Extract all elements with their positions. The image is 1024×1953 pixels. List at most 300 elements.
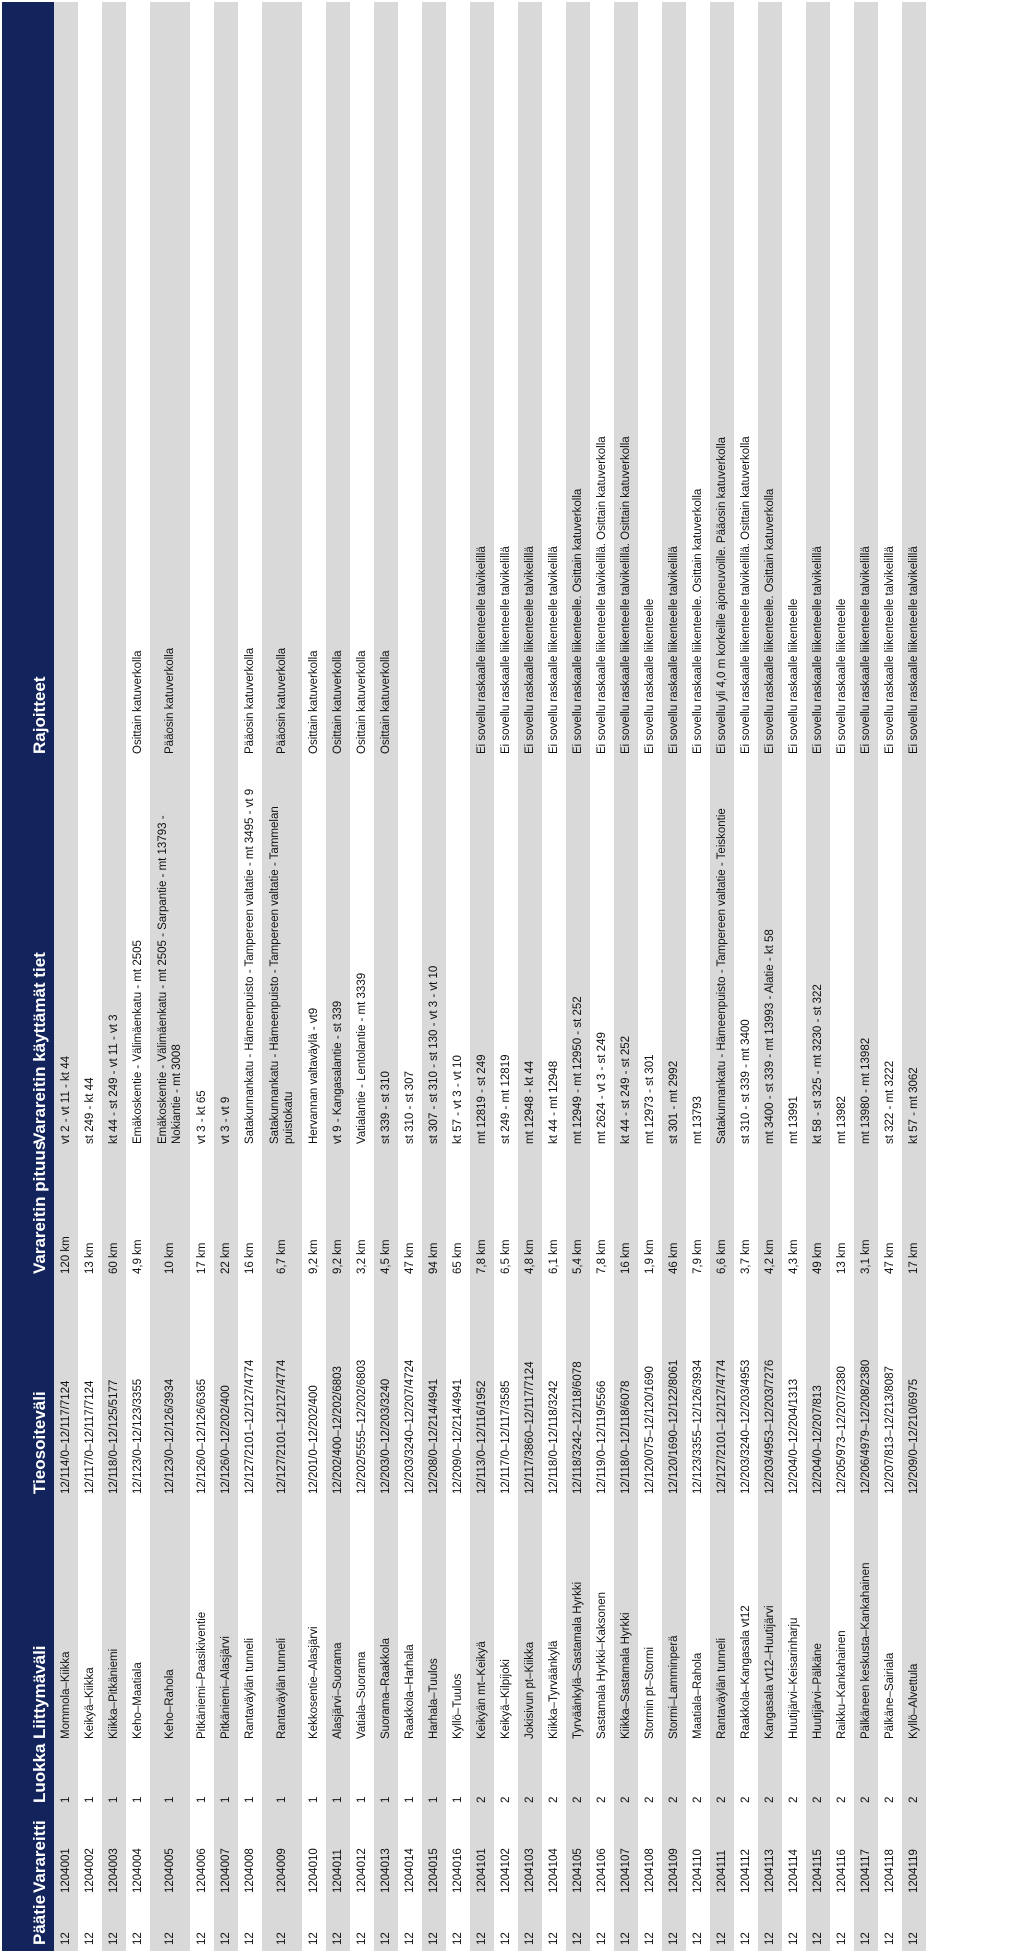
cell-tieosoitevali: 12/206/4979–12/208/2380 xyxy=(860,1359,872,1494)
cell-paatie: 12 xyxy=(692,1932,704,1945)
cell-paatie: 12 xyxy=(836,1932,848,1945)
cell-rajoitteet xyxy=(54,2,78,760)
cell-paatie: 12 xyxy=(84,1932,96,1945)
cell-rajoitteet: Ei sovellu raskaalle liikenteelle talvikelillä xyxy=(668,546,680,754)
cell-liittymavali: Kekkosentie–Alasjärvi xyxy=(308,1626,320,1739)
cell-rajoitteet: Ei sovellu raskaalle liikenteelle talvikelillä xyxy=(812,546,824,754)
cell-tiet: vt 2 - vt 11 - kt 44 xyxy=(60,1056,72,1144)
cell-tieosoitevali: 12/117/0–12/117/3585 xyxy=(500,1380,512,1494)
header-rajoitteet: Rajoitteet xyxy=(2,2,54,760)
table-row xyxy=(102,2,126,1951)
cell-luokka: 2 xyxy=(908,1796,920,1803)
cell-rajoitteet: Ei sovellu raskaalle liikenteelle talvikelillä xyxy=(524,546,536,754)
cell-varareitti: 1204109 xyxy=(668,1848,680,1893)
cell-varareitti: 1204116 xyxy=(836,1849,848,1893)
cell-rajoitteet: Osittain katuverkolla xyxy=(308,650,320,754)
cell-tiet: Satakunnankatu - Hämeenpuisto - Tampereen valtatie - Tammelan puistokatu xyxy=(269,806,295,1144)
table-row xyxy=(494,2,518,1951)
cell-luokka: 1 xyxy=(428,1796,440,1803)
cell-paatie: 12 xyxy=(812,1932,824,1945)
cell-pituus: 4,9 km xyxy=(132,1239,144,1274)
cell-rajoitteet: Osittain katuverkolla xyxy=(332,650,344,754)
cell-luokka: 1 xyxy=(84,1796,96,1803)
cell-tieosoitevali: 12/118/0–12/125/5177 xyxy=(108,1379,120,1494)
cell-paatie: 12 xyxy=(356,1932,368,1945)
cell-rajoitteet xyxy=(214,2,238,760)
cell-liittymavali: Huutijärvi–Keisarinharju xyxy=(788,1617,800,1739)
cell-varareitti: 1204106 xyxy=(596,1848,608,1893)
cell-pituus: 65 km xyxy=(452,1242,464,1274)
cell-tiet: mt 13991 xyxy=(788,1096,800,1144)
cell-tiet: kt 44 - st 249 - st 252 xyxy=(620,1035,632,1144)
cell-tieosoitevali: 12/117/3860–12/117/7124 xyxy=(524,1361,536,1494)
cell-tieosoitevali: 12/205/973–12/207/2380 xyxy=(836,1366,848,1494)
table-row xyxy=(902,2,926,1951)
cell-rajoitteet: Osittain katuverkolla xyxy=(132,650,144,754)
cell-rajoitteet xyxy=(422,2,446,760)
cell-tieosoitevali: 12/120/1690–12/122/8061 xyxy=(668,1359,680,1494)
cell-pituus: 17 km xyxy=(196,1242,208,1274)
cell-rajoitteet: Osittain katuverkolla xyxy=(356,650,368,754)
cell-luokka: 1 xyxy=(380,1796,392,1803)
cell-paatie: 12 xyxy=(332,1932,344,1945)
cell-pituus: 17 km xyxy=(908,1242,920,1274)
cell-rajoitteet: Ei sovellu raskaalle liikenteelle xyxy=(836,598,848,754)
cell-pituus: 60 km xyxy=(108,1242,120,1274)
cell-paatie: 12 xyxy=(380,1932,392,1945)
cell-varareitti: 1204010 xyxy=(308,1848,320,1893)
table-row xyxy=(326,2,350,1951)
cell-luokka: 1 xyxy=(452,1796,464,1803)
cell-varareitti: 1204119 xyxy=(908,1849,920,1893)
cell-varareitti: 1204014 xyxy=(404,1848,416,1893)
table-row xyxy=(782,2,806,1951)
cell-tieosoitevali: 12/117/0–12/117/7124 xyxy=(84,1380,96,1494)
cell-rajoitteet: Ei sovellu raskaalle liikenteelle xyxy=(788,598,800,754)
cell-pituus: 6,1 km xyxy=(548,1239,560,1274)
cell-tiet: kt 57 - mt 3062 xyxy=(908,1067,920,1144)
cell-pituus: 9,2 km xyxy=(332,1239,344,1274)
cell-pituus: 49 km xyxy=(812,1242,824,1274)
cell-tiet: Hervannan valtaväylä - vt9 xyxy=(308,1007,320,1144)
cell-tiet: Emäkoskentie - Välimäenkatu - mt 2505 - Sarpantie - mt 13793 - Nokiantie - mt 3008 xyxy=(157,815,183,1144)
cell-varareitti: 1204107 xyxy=(620,1848,632,1893)
cell-luokka: 2 xyxy=(548,1796,560,1803)
table-header xyxy=(2,2,54,1951)
cell-liittymavali: Stormin pt–Stormi xyxy=(644,1646,656,1739)
cell-paatie: 12 xyxy=(108,1932,120,1945)
cell-luokka: 1 xyxy=(332,1796,344,1803)
cell-rajoitteet: Osittain katuverkolla xyxy=(380,650,392,754)
cell-pituus: 6,6 km xyxy=(716,1239,728,1274)
cell-liittymavali: Kyllö–Alvettula xyxy=(908,1663,920,1739)
cell-tieosoitevali: 12/127/2101–12/127/4774 xyxy=(276,1359,288,1494)
cell-luokka: 2 xyxy=(788,1796,800,1803)
cell-pituus: 46 km xyxy=(668,1242,680,1274)
cell-pituus: 7,8 km xyxy=(476,1239,488,1274)
cell-pituus: 3,1 km xyxy=(860,1239,872,1274)
cell-luokka: 2 xyxy=(644,1796,656,1803)
cell-liittymavali: Harhala–Tuulos xyxy=(428,1658,440,1739)
cell-liittymavali: Mommola–Kiikka xyxy=(60,1651,72,1739)
cell-paatie: 12 xyxy=(716,1932,728,1945)
cell-tieosoitevali: 12/208/0–12/214/4941 xyxy=(428,1378,440,1494)
cell-tiet: mt 2624 - vt 3 - st 249 xyxy=(596,1032,608,1144)
cell-tieosoitevali: 12/204/0–12/204/1313 xyxy=(788,1378,800,1494)
cell-liittymavali: Huutijärvi–Pälkäne xyxy=(812,1643,824,1739)
cell-tieosoitevali: 12/202/400–12/202/6803 xyxy=(332,1366,344,1494)
cell-liittymavali: Keho–Maatiala xyxy=(132,1662,144,1739)
cell-tieosoitevali: 12/207/813–12/213/8087 xyxy=(884,1366,896,1494)
cell-tieosoitevali: 12/203/3240–12/203/4953 xyxy=(740,1359,752,1494)
cell-tieosoitevali: 12/118/0–12/118/3242 xyxy=(548,1380,560,1494)
header-varareitti: Varareitti xyxy=(2,1809,54,1899)
cell-luokka: 2 xyxy=(524,1796,536,1803)
table-row xyxy=(614,2,638,1951)
header-tieosoitevali: Tieosoiteväli xyxy=(2,1280,54,1500)
table-row xyxy=(350,2,374,1951)
cell-pituus: 6,5 km xyxy=(500,1239,512,1274)
cell-rajoitteet xyxy=(78,2,102,760)
table-row xyxy=(662,2,686,1951)
cell-pituus: 94 km xyxy=(428,1242,440,1274)
table-row xyxy=(542,2,566,1951)
cell-rajoitteet: Ei sovellu raskaalle liikenteelle talvikelillä xyxy=(860,546,872,754)
cell-luokka: 2 xyxy=(476,1796,488,1803)
cell-paatie: 12 xyxy=(860,1932,872,1945)
table-row xyxy=(78,2,102,1951)
cell-tiet: vt 3 - kt 65 xyxy=(196,1090,208,1144)
cell-luokka: 2 xyxy=(620,1796,632,1803)
cell-luokka: 1 xyxy=(164,1796,176,1803)
cell-rajoitteet: Ei sovellu raskaalle liikenteelle talvikelillä. Osittain katuverkolla xyxy=(740,436,752,754)
cell-paatie: 12 xyxy=(244,1932,256,1945)
cell-pituus: 7,9 km xyxy=(692,1239,704,1274)
cell-tiet: kt 58 - st 325 - mt 3230 - st 322 xyxy=(812,984,824,1144)
cell-varareitti: 1204007 xyxy=(220,1848,232,1893)
detour-routes-table xyxy=(2,2,926,1951)
cell-varareitti: 1204006 xyxy=(196,1848,208,1893)
cell-luokka: 2 xyxy=(764,1796,776,1803)
cell-rajoitteet: Ei sovellu raskaalle liikenteelle talvikelillä xyxy=(548,546,560,754)
cell-tiet: Emäkoskentie - Välimäenkatu - mt 2505 xyxy=(132,940,144,1144)
cell-pituus: 5,4 km xyxy=(572,1239,584,1274)
cell-liittymavali: Maatiala–Rahola xyxy=(692,1652,704,1739)
cell-paatie: 12 xyxy=(740,1932,752,1945)
cell-tieosoitevali: 12/123/0–12/126/3934 xyxy=(164,1378,176,1494)
cell-tiet: mt 12819 - st 249 xyxy=(476,1054,488,1144)
table-row xyxy=(126,2,150,1951)
cell-luokka: 1 xyxy=(60,1796,72,1803)
cell-tieosoitevali: 12/201/0–12/202/400 xyxy=(308,1385,320,1494)
cell-rajoitteet xyxy=(102,2,126,760)
cell-tiet: mt 13793 xyxy=(692,1096,704,1144)
table-row xyxy=(638,2,662,1951)
cell-tiet: Satakunnankatu - Hämeenpuisto - Tampereen valtatie - Teiskontie xyxy=(716,808,728,1144)
cell-rajoitteet: Ei sovellu raskaalle liikenteelle talvikelillä xyxy=(884,546,896,754)
cell-varareitti: 1204015 xyxy=(428,1848,440,1893)
cell-luokka: 1 xyxy=(276,1796,288,1803)
cell-tiet: st 339 - st 310 xyxy=(380,1071,392,1144)
cell-varareitti: 1204110 xyxy=(692,1849,704,1893)
header-tiet: Varareitin käyttämät tiet xyxy=(2,760,54,1150)
cell-liittymavali: Kyllö–Tuulos xyxy=(452,1673,464,1739)
cell-varareitti: 1204004 xyxy=(132,1848,144,1893)
cell-tieosoitevali: 12/203/3240–12/207/4724 xyxy=(404,1359,416,1494)
cell-rajoitteet: Pääosin katuverkolla xyxy=(244,647,256,754)
cell-pituus: 13 km xyxy=(84,1242,96,1274)
cell-pituus: 4,2 km xyxy=(764,1239,776,1274)
cell-tiet: st 322 - mt 3222 xyxy=(884,1060,896,1144)
cell-pituus: 1,9 km xyxy=(644,1239,656,1274)
table-row xyxy=(806,2,830,1951)
cell-rajoitteet xyxy=(446,2,470,760)
table-body xyxy=(54,2,926,1951)
header-row xyxy=(2,2,54,1951)
table-row xyxy=(854,2,878,1951)
table-row xyxy=(374,2,398,1951)
cell-paatie: 12 xyxy=(196,1932,208,1945)
cell-liittymavali: Vatiala–Suorama xyxy=(356,1651,368,1739)
cell-tiet: kt 57 - vt 3 - vt 10 xyxy=(452,1055,464,1144)
cell-varareitti: 1204002 xyxy=(84,1848,96,1893)
cell-tiet: kt 44 - mt 12948 xyxy=(548,1060,560,1144)
cell-liittymavali: Kiikka–Tyrväänkylä xyxy=(548,1640,560,1739)
cell-tiet: st 249 - kt 44 xyxy=(84,1077,96,1144)
cell-varareitti: 1204005 xyxy=(164,1848,176,1893)
cell-pituus: 3,2 km xyxy=(356,1239,368,1274)
cell-tieosoitevali: 12/127/2101–12/127/4774 xyxy=(716,1359,728,1494)
cell-paatie: 12 xyxy=(452,1932,464,1945)
cell-rajoitteet: Pääosin katuverkolla xyxy=(276,647,288,754)
cell-tieosoitevali: 12/114/0–12/117/7124 xyxy=(60,1380,72,1494)
cell-liittymavali: Rantaväylän tunneli xyxy=(244,1637,256,1739)
cell-tieosoitevali: 12/126/0–12/126/6365 xyxy=(196,1378,208,1494)
cell-varareitti: 1204111 xyxy=(716,1849,728,1893)
cell-rajoitteet xyxy=(398,2,422,760)
cell-varareitti: 1204103 xyxy=(524,1848,536,1893)
cell-luokka: 2 xyxy=(596,1796,608,1803)
cell-luokka: 1 xyxy=(108,1796,120,1803)
cell-liittymavali: Suorama–Raakkola xyxy=(380,1637,392,1739)
cell-pituus: 16 km xyxy=(620,1242,632,1274)
cell-pituus: 6,7 km xyxy=(276,1239,288,1274)
header-liittymavali: Liittymäväli xyxy=(2,1500,54,1745)
cell-paatie: 12 xyxy=(404,1932,416,1945)
cell-varareitti: 1204108 xyxy=(644,1848,656,1893)
cell-varareitti: 1204117 xyxy=(860,1849,872,1893)
cell-tieosoitevali: 12/123/0–12/123/3355 xyxy=(132,1378,144,1494)
cell-luokka: 1 xyxy=(356,1796,368,1803)
header-pituus: Varareitin pituus xyxy=(2,1150,54,1280)
cell-paatie: 12 xyxy=(596,1932,608,1945)
cell-luokka: 1 xyxy=(220,1796,232,1803)
cell-luokka: 2 xyxy=(572,1796,584,1803)
cell-luokka: 2 xyxy=(836,1796,848,1803)
cell-varareitti: 1204101 xyxy=(476,1848,488,1893)
cell-varareitti: 1204114 xyxy=(788,1849,800,1893)
cell-pituus: 9,2 km xyxy=(308,1239,320,1274)
cell-luokka: 2 xyxy=(692,1796,704,1803)
cell-tiet: vt 9 - Kangasalantie - st 339 xyxy=(332,1000,344,1144)
cell-tiet: st 310 - st 339 - mt 3400 xyxy=(740,1019,752,1144)
cell-pituus: 4,5 km xyxy=(380,1239,392,1274)
table-row xyxy=(150,2,190,1951)
cell-liittymavali: Rantaväylän tunneli xyxy=(716,1637,728,1739)
cell-paatie: 12 xyxy=(620,1932,632,1945)
cell-paatie: 12 xyxy=(908,1932,920,1945)
cell-tiet: mt 13982 xyxy=(836,1096,848,1144)
cell-tieosoitevali: 12/120/075–12/120/1690 xyxy=(644,1366,656,1494)
cell-pituus: 7,8 km xyxy=(596,1239,608,1274)
table-row xyxy=(214,2,238,1951)
cell-paatie: 12 xyxy=(220,1932,232,1945)
cell-paatie: 12 xyxy=(308,1932,320,1945)
cell-rajoitteet: Ei sovellu yli 4,0 m korkeille ajoneuvoille. Pääosin katuverkolla xyxy=(716,436,728,754)
cell-liittymavali: Sastamala Hyrkki–Kaksonen xyxy=(596,1591,608,1739)
cell-tiet: mt 3400 - st 339 - mt 13993 - Alatie - kt 58 xyxy=(764,929,776,1144)
cell-tieosoitevali: 12/203/4953–12/203/7276 xyxy=(764,1359,776,1494)
table-row xyxy=(190,2,214,1951)
cell-luokka: 2 xyxy=(716,1796,728,1803)
cell-luokka: 2 xyxy=(500,1796,512,1803)
cell-varareitti: 1204118 xyxy=(884,1849,896,1893)
cell-paatie: 12 xyxy=(668,1932,680,1945)
cell-paatie: 12 xyxy=(500,1932,512,1945)
cell-tieosoitevali: 12/123/3355–12/126/3934 xyxy=(692,1359,704,1494)
cell-rajoitteet: Ei sovellu raskaalle liikenteelle talvikelillä xyxy=(500,546,512,754)
table-row xyxy=(878,2,902,1951)
cell-tiet: st 310 - st 307 xyxy=(404,1071,416,1144)
cell-liittymavali: Keikyä–Kiikka xyxy=(84,1667,96,1739)
cell-paatie: 12 xyxy=(60,1932,72,1945)
cell-liittymavali: Raikku–Kankahainen xyxy=(836,1630,848,1739)
table-row xyxy=(470,2,494,1951)
cell-varareitti: 1204016 xyxy=(452,1848,464,1893)
table-row xyxy=(54,2,78,1951)
cell-pituus: 13 km xyxy=(836,1242,848,1274)
cell-liittymavali: Raakkola–Kangasala vt12 xyxy=(740,1605,752,1739)
cell-luokka: 1 xyxy=(404,1796,416,1803)
table-row xyxy=(686,2,710,1951)
cell-luokka: 2 xyxy=(812,1796,824,1803)
cell-tiet: mt 12949 - mt 12950 - st 252 xyxy=(572,996,584,1144)
cell-paatie: 12 xyxy=(428,1932,440,1945)
cell-paatie: 12 xyxy=(164,1932,176,1945)
cell-tieosoitevali: 12/119/0–12/119/5566 xyxy=(596,1380,608,1494)
table-row xyxy=(422,2,446,1951)
cell-tieosoitevali: 12/127/2101–12/127/4774 xyxy=(244,1359,256,1494)
cell-tieosoitevali: 12/209/0–12/210/6975 xyxy=(908,1378,920,1494)
cell-varareitti: 1204013 xyxy=(380,1848,392,1893)
header-paatie: Päätie xyxy=(2,1899,54,1951)
cell-paatie: 12 xyxy=(884,1932,896,1945)
cell-varareitti: 1204102 xyxy=(500,1848,512,1893)
cell-luokka: 1 xyxy=(308,1796,320,1803)
cell-luokka: 1 xyxy=(132,1796,144,1803)
cell-paatie: 12 xyxy=(276,1932,288,1945)
cell-liittymavali: Jokisivun pt–Kiikka xyxy=(524,1641,536,1739)
cell-rajoitteet xyxy=(190,2,214,760)
cell-pituus: 4,3 km xyxy=(788,1239,800,1274)
table-row xyxy=(830,2,854,1951)
cell-varareitti: 1204003 xyxy=(108,1848,120,1893)
cell-tieosoitevali: 12/113/0–12/116/1952 xyxy=(476,1380,488,1494)
cell-luokka: 1 xyxy=(244,1796,256,1803)
cell-varareitti: 1204001 xyxy=(60,1848,72,1893)
cell-rajoitteet: Ei sovellu raskaalle liikenteelle xyxy=(644,598,656,754)
table-row xyxy=(590,2,614,1951)
cell-paatie: 12 xyxy=(524,1932,536,1945)
cell-luokka: 2 xyxy=(668,1796,680,1803)
cell-tieosoitevali: 12/126/0–12/202/400 xyxy=(220,1385,232,1494)
table-row xyxy=(302,2,326,1951)
cell-pituus: 10 km xyxy=(164,1242,176,1274)
header-luokka: Luokka xyxy=(2,1745,54,1809)
cell-liittymavali: Pitkäniemi–Alasjärvi xyxy=(220,1636,232,1739)
cell-rajoitteet: Ei sovellu raskaalle liikenteelle talvikelillä. Osittain katuverkolla xyxy=(620,436,632,754)
cell-paatie: 12 xyxy=(132,1932,144,1945)
cell-pituus: 47 km xyxy=(884,1242,896,1274)
cell-varareitti: 1204105 xyxy=(572,1848,584,1893)
cell-liittymavali: Keikyän mt–Keikyä xyxy=(476,1641,488,1739)
cell-rajoitteet: Ei sovellu raskaalle liikenteelle. Osittain katuverkolla xyxy=(572,488,584,754)
cell-tiet: Satakunnankatu - Hämeenpuisto - Tampereen valtatie - mt 3495 - vt 9 xyxy=(244,788,256,1144)
cell-pituus: 4,8 km xyxy=(524,1239,536,1274)
table-row xyxy=(446,2,470,1951)
cell-paatie: 12 xyxy=(476,1932,488,1945)
cell-tiet: Vatialantie - Lentolantie - mt 3339 xyxy=(356,972,368,1144)
table-row xyxy=(262,2,302,1951)
cell-paatie: 12 xyxy=(788,1932,800,1945)
cell-paatie: 12 xyxy=(548,1932,560,1945)
cell-liittymavali: Pälkäne–Sairiala xyxy=(884,1652,896,1739)
cell-tieosoitevali: 12/209/0–12/214/4941 xyxy=(452,1378,464,1494)
cell-varareitti: 1204009 xyxy=(276,1848,288,1893)
cell-varareitti: 1204104 xyxy=(548,1848,560,1893)
table-row xyxy=(518,2,542,1951)
cell-liittymavali: Tyrväänkylä–Sastamala Hyrkki xyxy=(572,1581,584,1739)
table-row xyxy=(238,2,262,1951)
cell-rajoitteet: Ei sovellu raskaalle liikenteelle. Osittain katuverkolla xyxy=(692,488,704,754)
table-row xyxy=(758,2,782,1951)
cell-liittymavali: Keho–Rahola xyxy=(164,1669,176,1739)
cell-tiet: st 249 - mt 12819 xyxy=(500,1054,512,1144)
cell-tiet: kt 44 - st 249 - vt 11 - vt 3 xyxy=(108,1014,120,1144)
cell-tieosoitevali: 12/202/5555–12/202/6803 xyxy=(356,1359,368,1494)
table-row xyxy=(398,2,422,1951)
cell-pituus: 16 km xyxy=(244,1242,256,1274)
cell-tieosoitevali: 12/204/0–12/207/813 xyxy=(812,1385,824,1494)
cell-liittymavali: Kiikka–Sastamala Hyrkki xyxy=(620,1612,632,1739)
cell-rajoitteet: Ei sovellu raskaalle liikenteelle. Osittain katuverkolla xyxy=(764,488,776,754)
cell-paatie: 12 xyxy=(644,1932,656,1945)
cell-liittymavali: Kangasala vt12–Huutijärvi xyxy=(764,1605,776,1739)
cell-tieosoitevali: 12/203/0–12/203/3240 xyxy=(380,1378,392,1494)
cell-liittymavali: Stormi–Lamminperä xyxy=(668,1635,680,1739)
cell-luokka: 2 xyxy=(860,1796,872,1803)
cell-varareitti: 1204112 xyxy=(740,1849,752,1893)
cell-luokka: 2 xyxy=(740,1796,752,1803)
cell-rajoitteet: Ei sovellu raskaalle liikenteelle talvikelillä xyxy=(908,546,920,754)
table-row xyxy=(566,2,590,1951)
cell-luokka: 1 xyxy=(196,1796,208,1803)
cell-paatie: 12 xyxy=(764,1932,776,1945)
cell-liittymavali: Rantaväylän tunneli xyxy=(276,1637,288,1739)
cell-pituus: 22 km xyxy=(220,1242,232,1274)
cell-tieosoitevali: 12/118/3242–12/118/6078 xyxy=(572,1361,584,1494)
cell-rajoitteet: Pääosin katuverkolla xyxy=(164,647,176,754)
